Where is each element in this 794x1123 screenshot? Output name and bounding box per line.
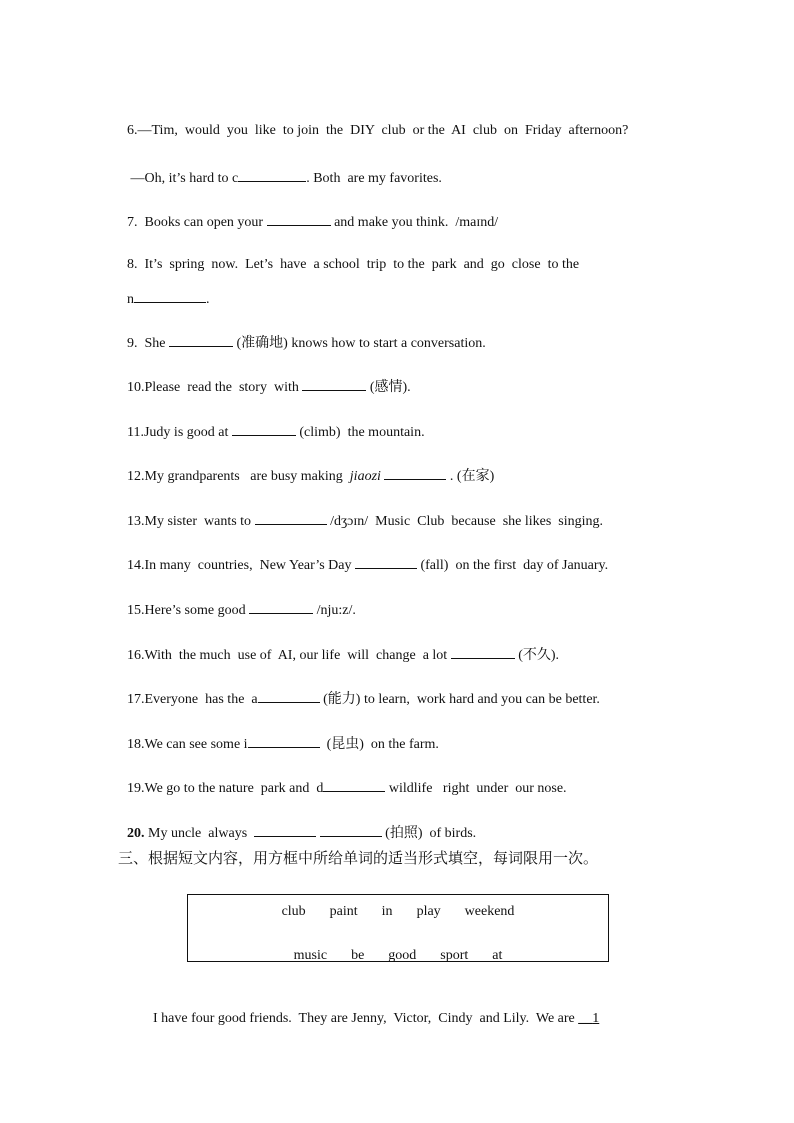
word-box-row-2 <box>188 948 608 964</box>
question-14 <box>120 536 608 575</box>
question-italic-word: jiaozi <box>349 469 381 484</box>
question-number: 8. <box>127 257 138 272</box>
question-text: Judy is good at <box>143 425 232 440</box>
question-text: My grandparents are busy making <box>144 469 350 484</box>
question-text: (感情). <box>366 380 411 395</box>
question-number: 15. <box>127 603 145 618</box>
answer-blank[interactable] <box>232 421 296 436</box>
question-number: 19. <box>127 781 145 796</box>
answer-blank[interactable] <box>302 376 366 391</box>
question-text: Everyone has the a <box>144 692 258 707</box>
question-number: 18. <box>127 737 145 752</box>
word-box-item: be <box>351 948 365 963</box>
question-number: 16. <box>127 648 145 663</box>
answer-blank[interactable] <box>134 288 206 303</box>
word-box-item: play <box>416 904 441 919</box>
answer-blank[interactable] <box>248 733 320 748</box>
question-number: 7. <box>127 215 138 230</box>
question-text: (拍照) of birds. <box>381 826 477 841</box>
question-text: Here’s some good <box>144 603 250 618</box>
question-text: and make you think. /maɪnd/ <box>330 215 499 230</box>
question-number: 20. <box>127 826 145 841</box>
question-text: With the much use of AI, our life will change a lot <box>144 648 451 663</box>
section-3-title: 三、根据短文内容，用方框中所给单词的适当形式填空，每词限用一次。 <box>118 849 599 867</box>
question-8 <box>120 238 579 274</box>
word-box-item: paint <box>329 904 358 919</box>
question-12 <box>120 447 494 486</box>
answer-blank[interactable] <box>258 688 320 703</box>
passage-first-line <box>146 992 599 1028</box>
question-13 <box>120 492 603 531</box>
question-16 <box>120 626 559 665</box>
question-6 <box>120 104 628 140</box>
question-text: . <box>206 292 210 307</box>
question-6-answer <box>120 149 442 188</box>
word-box-item: music <box>293 948 328 963</box>
word-box-item: weekend <box>464 904 515 919</box>
question-text: —Oh, it’s hard to c <box>127 171 239 186</box>
question-number: 11. <box>127 425 144 440</box>
answer-blank[interactable] <box>238 167 306 182</box>
question-text: My sister wants to <box>144 514 255 529</box>
question-text: n <box>127 292 134 307</box>
passage-blank-1[interactable]: __1 <box>578 1011 600 1026</box>
question-text: wildlife right under our nose. <box>385 781 567 796</box>
question-text: (准确地) knows how to start a conversation. <box>233 336 486 351</box>
question-number: 17. <box>127 692 145 707</box>
question-text: —Tim, would you like to join the DIY club or the AI club on Friday afternoon? <box>137 123 629 138</box>
answer-blank[interactable] <box>254 822 316 837</box>
answer-blank[interactable] <box>323 777 385 792</box>
question-number: 13. <box>127 514 145 529</box>
question-text: (昆虫) on the farm. <box>319 737 439 752</box>
answer-blank[interactable] <box>451 644 515 659</box>
question-8-continued <box>120 270 210 309</box>
question-20 <box>120 804 476 843</box>
question-text: (fall) on the first day of January. <box>416 558 609 573</box>
question-text: Please read the story with <box>144 380 303 395</box>
answer-blank[interactable] <box>320 822 382 837</box>
word-box-item: sport <box>440 948 469 963</box>
word-box-item: in <box>381 904 393 919</box>
question-text: . (在家) <box>446 469 495 484</box>
question-number: 12. <box>127 469 145 484</box>
question-15 <box>120 581 356 620</box>
question-19 <box>120 759 567 798</box>
word-box-item: at <box>492 948 503 963</box>
question-text: /nju:z/. <box>313 603 356 618</box>
question-text: It’s spring now. Let’s have a school trip to the park and go close to the <box>137 257 580 272</box>
question-text: (不久). <box>514 648 560 663</box>
question-text: My uncle always <box>144 826 255 841</box>
word-box <box>187 894 609 962</box>
question-text: We can see some i <box>144 737 248 752</box>
question-text: . Both are my favorites. <box>306 171 442 186</box>
question-10 <box>120 358 411 397</box>
question-9 <box>120 314 486 353</box>
question-text: Books can open your <box>137 215 267 230</box>
passage-text: I have four good friends. They are Jenny, Victor, Cindy and Lily. We are <box>153 1011 579 1026</box>
question-number: 14. <box>127 558 145 573</box>
question-text: (climb) the mountain. <box>295 425 425 440</box>
question-number: 6. <box>127 123 138 138</box>
question-number: 9. <box>127 336 138 351</box>
word-box-item: club <box>281 904 306 919</box>
word-box-item: good <box>388 948 417 963</box>
word-box-row-1 <box>188 904 608 920</box>
answer-blank[interactable] <box>169 332 233 347</box>
answer-blank[interactable] <box>267 211 331 226</box>
question-7 <box>120 193 498 232</box>
question-text: She <box>137 336 169 351</box>
question-text: In many countries, New Year’s Day <box>144 558 355 573</box>
question-18 <box>120 715 439 754</box>
question-text: /dʒɔɪn/ Music Club because she likes singing. <box>326 514 604 529</box>
question-11 <box>120 403 425 442</box>
answer-blank[interactable] <box>384 465 446 480</box>
question-17 <box>120 670 600 709</box>
question-text: (能力) to learn, work hard and you can be better. <box>319 692 600 707</box>
answer-blank[interactable] <box>249 599 313 614</box>
answer-blank[interactable] <box>255 510 327 525</box>
answer-blank[interactable] <box>355 554 417 569</box>
question-number: 10. <box>127 380 145 395</box>
question-text: We go to the nature park and d <box>144 781 324 796</box>
